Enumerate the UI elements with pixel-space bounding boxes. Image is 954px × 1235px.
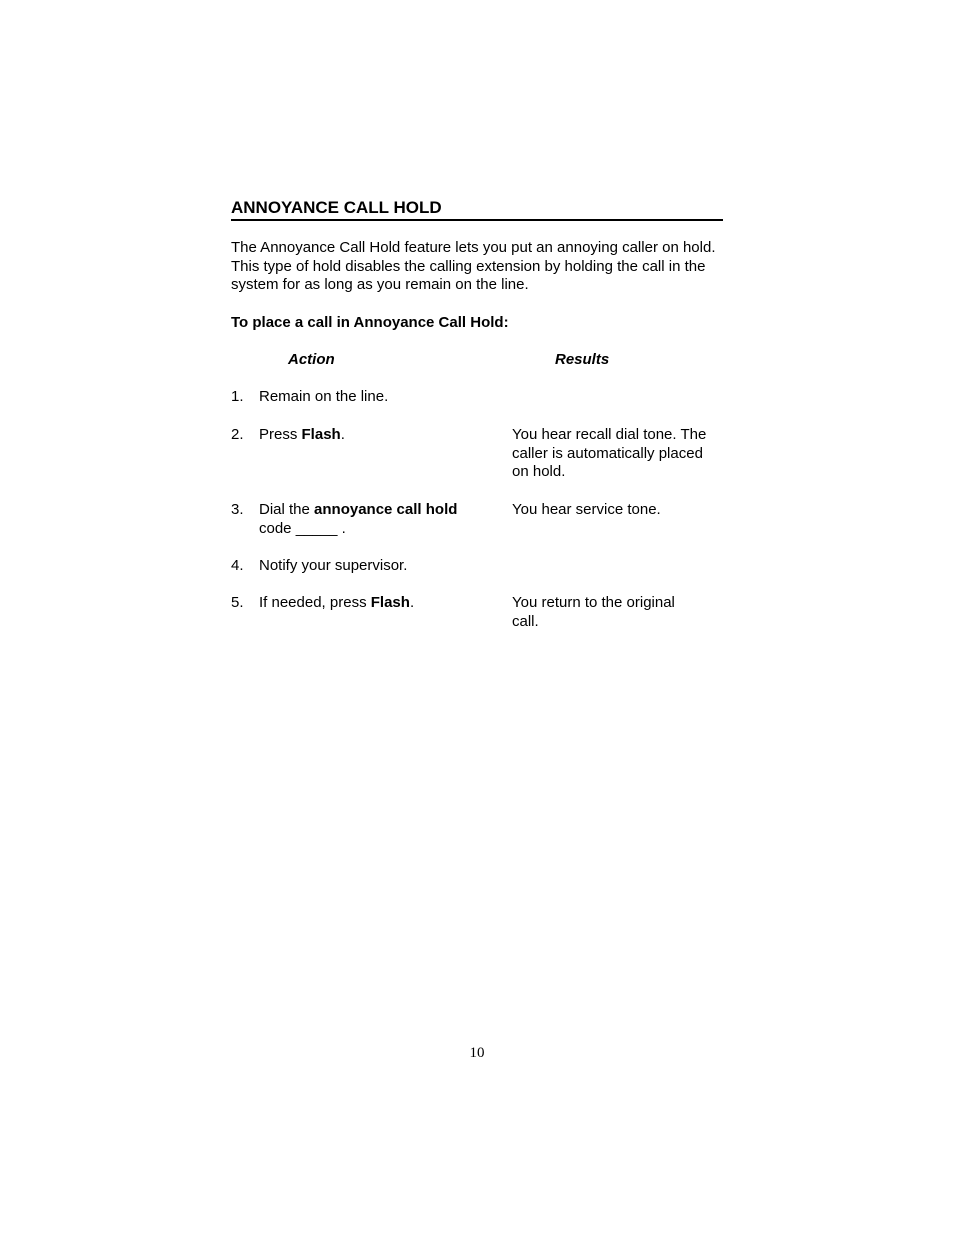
- step-number: 3.: [231, 501, 244, 518]
- step-action-text: Dial the: [259, 501, 315, 518]
- step-result: You hear service tone.: [512, 501, 661, 518]
- column-header-results: Results: [555, 351, 610, 368]
- intro-paragraph: The Annoyance Call Hold feature lets you put an annoying caller on hold. This type of hold disables the calling extension by holding the call in the system for as long as you remain on the line.: [231, 239, 716, 293]
- column-header-action: Action: [288, 351, 335, 368]
- step-action: Notify your supervisor.: [259, 557, 408, 574]
- key-name: Flash: [370, 594, 410, 611]
- step-number: 4.: [231, 557, 244, 574]
- step-action: [259, 426, 474, 445]
- step-action-text: code _____ .: [259, 519, 346, 537]
- step-result: You hear recall dial tone. The caller is automatically placed on hold.: [512, 426, 707, 480]
- step-action: [259, 501, 459, 538]
- procedure-title: To place a call in Annoyance Call Hold:: [231, 314, 509, 331]
- feature-name: annoyance call hold: [314, 501, 458, 518]
- step-number: 1.: [231, 388, 244, 405]
- step-action-text: Press: [259, 426, 302, 443]
- step-action: Remain on the line.: [259, 388, 389, 405]
- section-heading: ANNOYANCE CALL HOLD: [231, 198, 723, 221]
- step-action-text: .: [340, 426, 345, 443]
- step-number: 5.: [231, 594, 244, 611]
- step-action-text: If needed, press: [259, 594, 371, 611]
- page-number: 10: [469, 1045, 485, 1061]
- step-result: You return to the original call.: [512, 594, 675, 630]
- step-action: [259, 594, 474, 613]
- step-action-text: .: [409, 594, 415, 611]
- key-name: Flash: [301, 426, 341, 443]
- step-number: 2.: [231, 426, 244, 443]
